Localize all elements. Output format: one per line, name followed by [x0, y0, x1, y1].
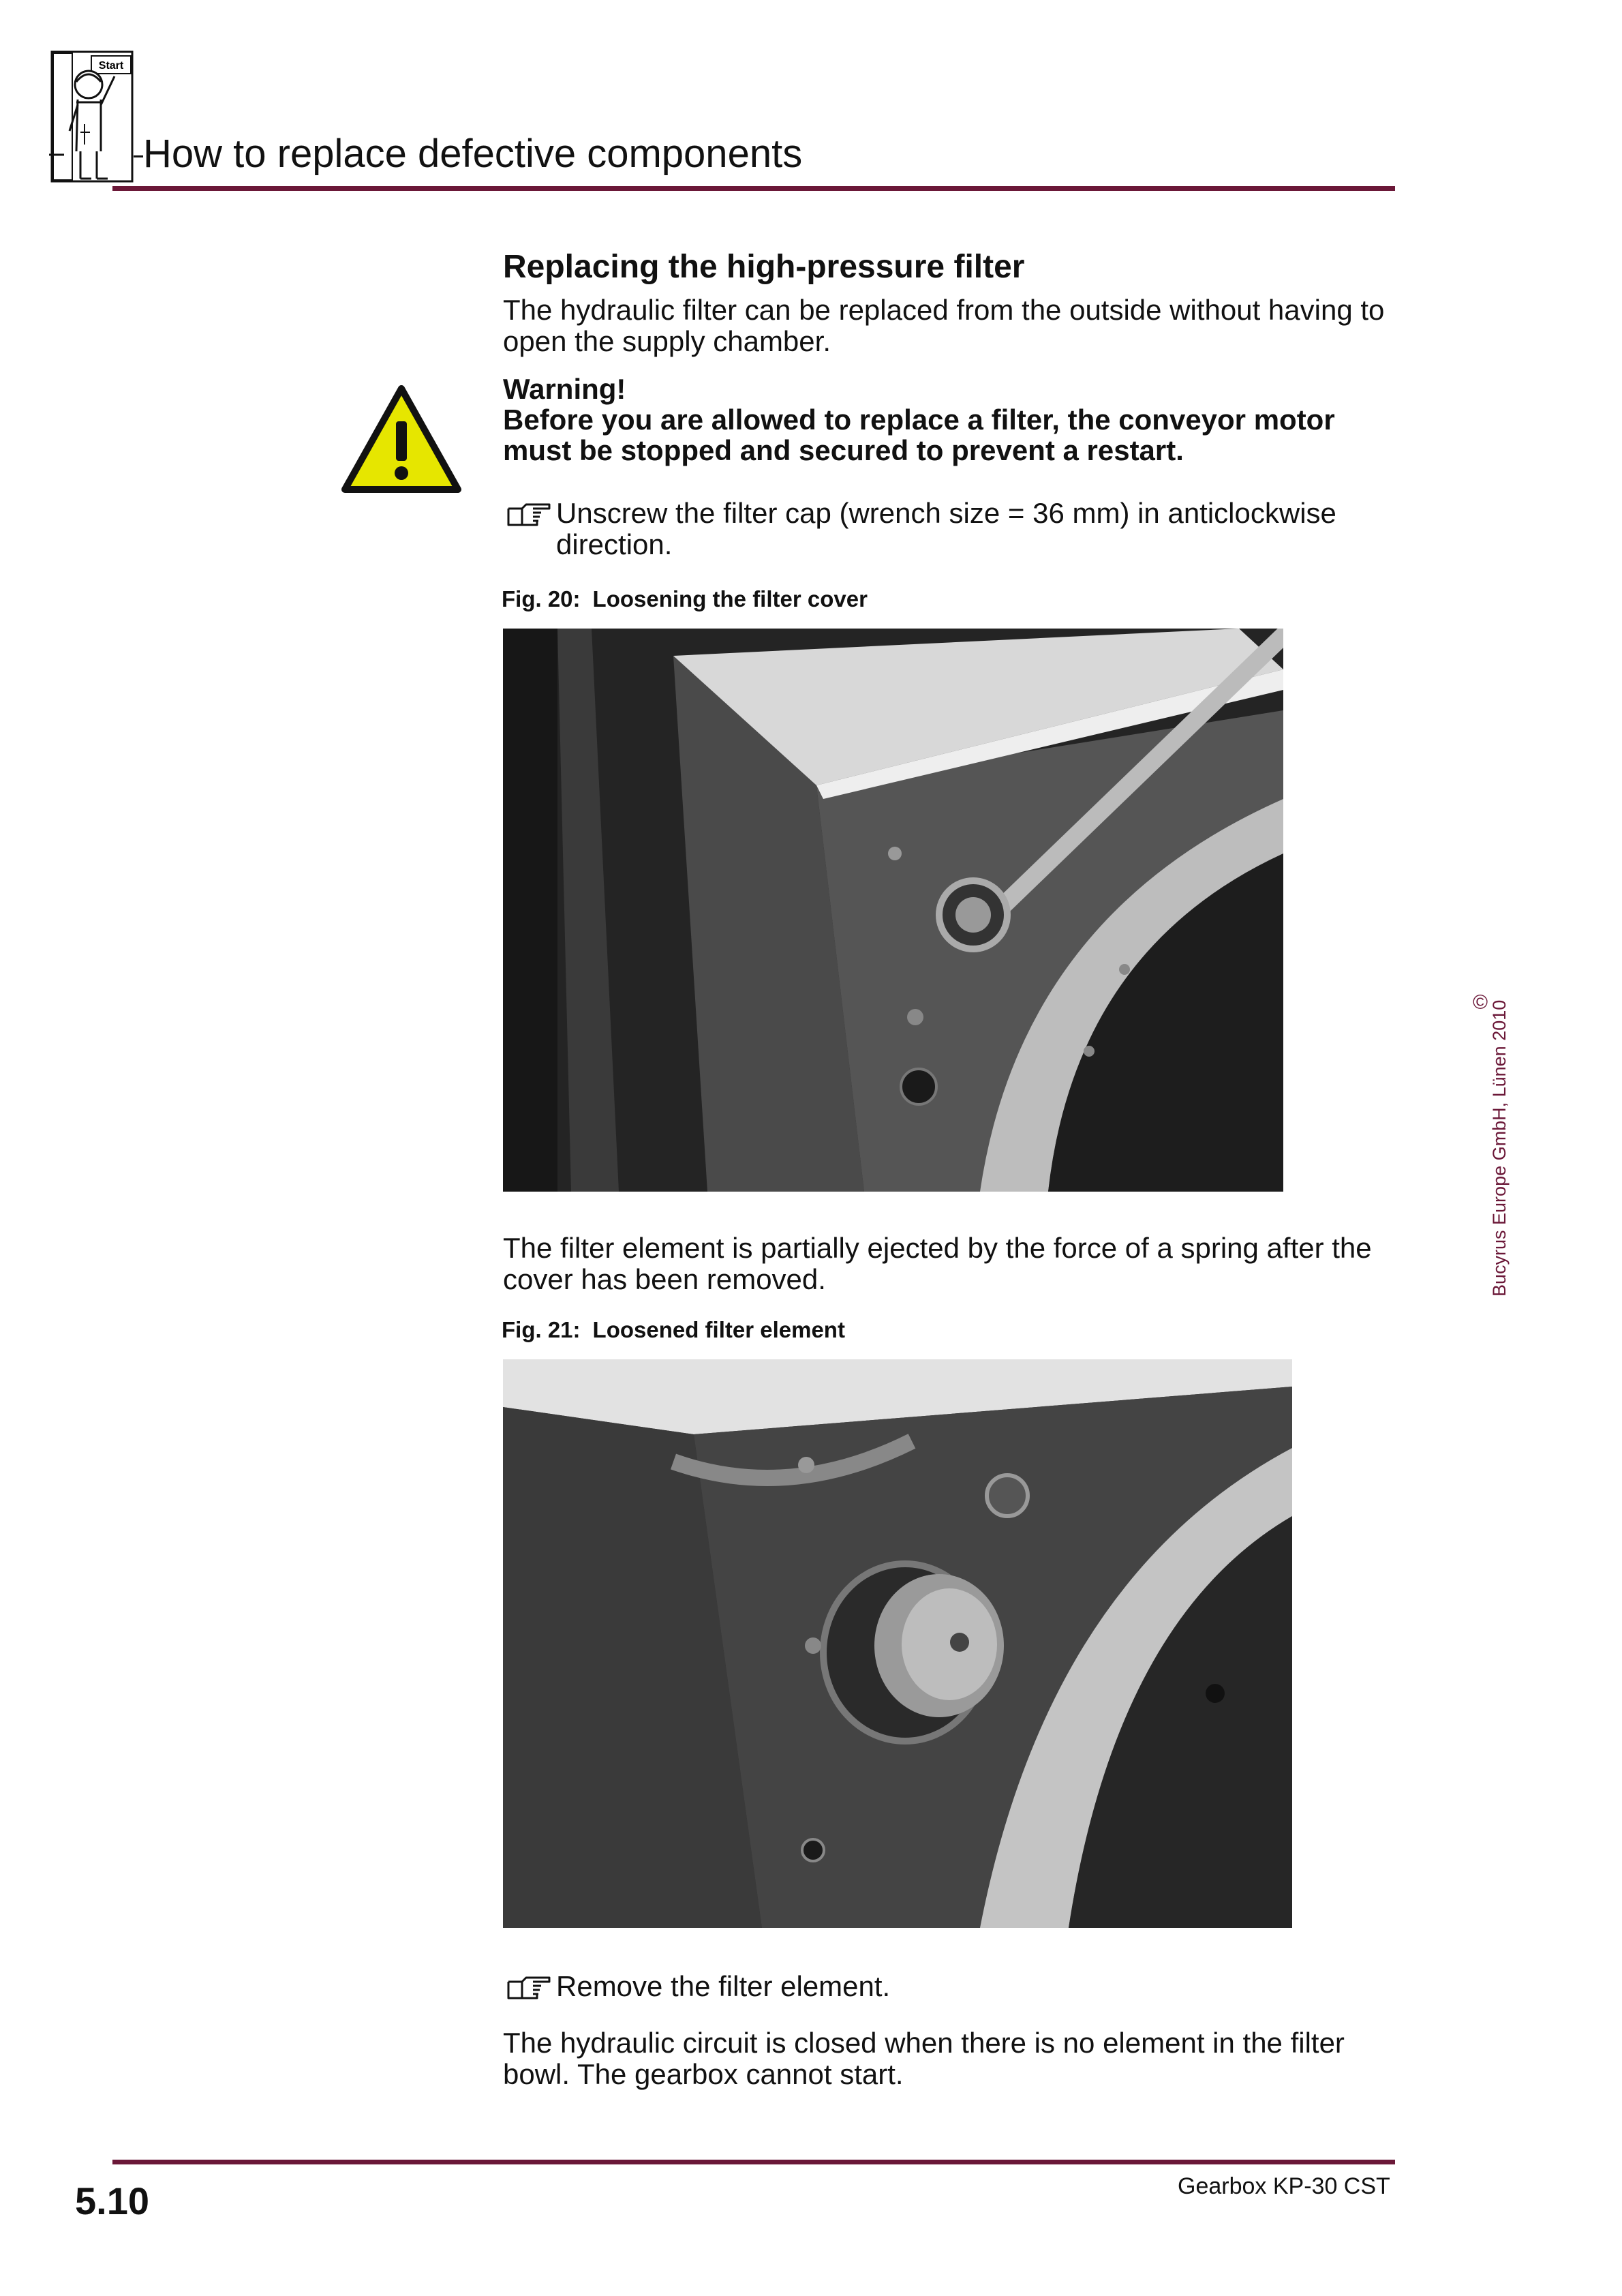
pointing-hand-icon — [506, 499, 553, 529]
copyright-symbol: © — [1473, 991, 1488, 1014]
start-figure-icon — [49, 49, 138, 185]
step-text: Remove the filter element. — [556, 1970, 891, 2002]
closing-paragraph: The hydraulic circuit is closed when there is no element in the filter bowl. The gearbox cannot start. — [503, 2027, 1345, 2090]
warning-text: Before you are allowed to replace a filter, the conveyor motor must be stopped and secured to prevent a restart. — [503, 404, 1335, 466]
header-rule — [112, 186, 1395, 191]
document-title: Gearbox KP-30 CST — [1178, 2173, 1390, 2199]
figure-photo — [503, 1359, 1292, 1928]
page-title: How to replace defective components — [143, 132, 803, 176]
figure-caption-text: Loosening the filter cover — [592, 586, 868, 611]
page-number: 5.10 — [75, 2179, 149, 2222]
intro-paragraph: The hydraulic filter can be replaced from the outside without having to open the supply chamber. — [503, 294, 1385, 357]
section-heading: Replacing the high-pressure filter — [503, 249, 1025, 285]
warning-label: Warning! — [503, 373, 626, 405]
step-item — [506, 498, 1405, 560]
figure-number: Fig. 21: — [502, 1317, 581, 1342]
spring-paragraph: The filter element is partially ejected by the force of a spring after the cover has been removed. — [503, 1232, 1372, 1295]
step-text: Unscrew the filter cap (wrench size = 36 mm) in anticlockwise direction. — [556, 497, 1336, 560]
copyright-notice: Bucyrus Europe GmbH, Lünen 2010 — [1489, 999, 1510, 1297]
figure-number: Fig. 20: — [502, 586, 581, 611]
filter-cover-photo — [503, 629, 1283, 1192]
warning-block — [503, 374, 1403, 466]
title-dash — [134, 155, 143, 157]
pointing-hand-icon — [506, 1972, 553, 2002]
figure-caption-text: Loosened filter element — [592, 1317, 845, 1342]
figure-caption — [502, 1317, 845, 1343]
warning-icon — [341, 384, 462, 495]
figure-caption — [502, 586, 868, 612]
start-sign-text: Start — [98, 60, 124, 72]
figure-photo — [503, 629, 1283, 1192]
footer-rule — [112, 2160, 1395, 2164]
step-item — [506, 1971, 1405, 2002]
filter-element-photo — [503, 1359, 1292, 1928]
